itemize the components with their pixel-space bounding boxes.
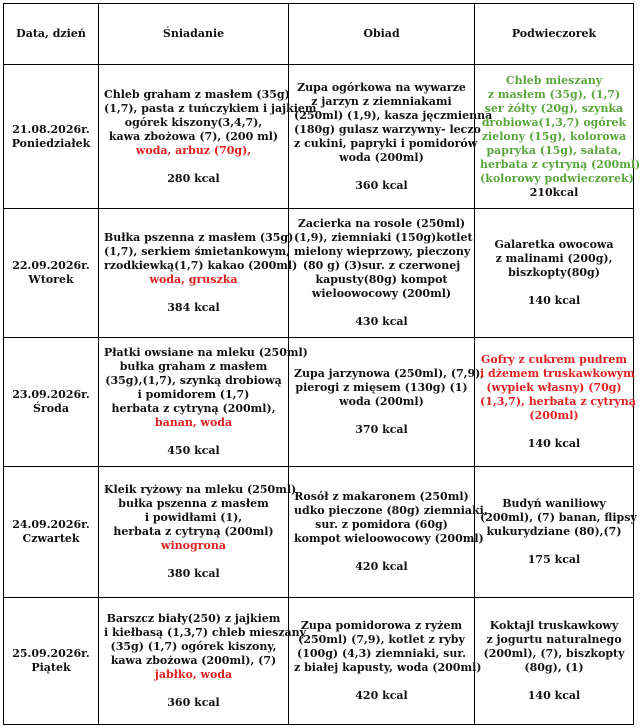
menu-line: Barszcz biały(250) z jajkiem (106, 612, 281, 625)
menu-line: (80 g) (3)sur. z czerwonej (302, 259, 461, 272)
menu-line: drobiowa(1,3,7) ogórek (481, 115, 627, 129)
menu-line: herbata z cytryną (200ml) (113, 525, 274, 538)
menu-line: herbata z cytryną (200ml), (111, 402, 276, 415)
menu-line: (250ml) (7,9), kotlet z ryby (298, 633, 465, 646)
menu-line: (180g) gulasz warzywny- leczo (294, 122, 481, 136)
fruit-drink-line: woda, arbuz (70g), (135, 143, 252, 157)
menu-line: kawa zbożowa (7), (200 ml) (108, 129, 279, 143)
menu-line: Kleik ryżowy na mleku (250ml) (104, 483, 297, 496)
kcal-value: 420 kcal (355, 560, 408, 573)
menu-line: (kolorowy podwieczorek) (480, 171, 634, 185)
menu-line: biszkopty(80g) (508, 266, 600, 279)
snack-cell (475, 209, 634, 338)
kcal-value: 175 kcal (527, 553, 581, 566)
menu-line: Rosół z makaronem (250ml) (294, 490, 469, 503)
menu-line: (1,7), serkiem śmietankowym, (104, 245, 290, 258)
header-row (4, 4, 634, 65)
menu-line: i kiełbasą (1,3,7) chleb mieszany (104, 626, 307, 639)
menu-line: Zacierka na rosole (250ml) (297, 217, 466, 230)
weekday: Poniedziałek (11, 136, 91, 150)
menu-line: herbata z cytryną (200ml) (480, 157, 640, 171)
menu-line: (200ml), (7), biszkopty (483, 647, 625, 660)
date: 22.09.2026r. (12, 259, 90, 272)
menu-line: (35g),(1,7), szynką drobiową (105, 374, 282, 387)
menu-line: pierogi z mięsem (130g) (1) (295, 381, 468, 394)
kcal-value: 450 kcal (167, 444, 220, 457)
menu-line: kukurydziane (80),(7) (486, 525, 622, 538)
snack-cell (475, 467, 637, 598)
menu-line: Galaretka owocowa (494, 238, 614, 251)
menu-line: (100g) (4,3) ziemniaki, sur. (297, 647, 466, 660)
table-row (4, 467, 634, 598)
menu-line: z jarzyn z ziemniakami (311, 94, 452, 108)
kcal-value: 140 kcal (527, 437, 581, 450)
menu-line: (1,7), pasta z tuńczykiem i jajkiem (104, 101, 317, 115)
menu-line: (35g) (1,7) ogórek kiszony, (110, 640, 277, 653)
weekday: Środa (33, 402, 69, 415)
weekday: Piątek (31, 661, 71, 674)
date: 21.08.2026r. (12, 122, 90, 136)
kcal-value: 140 kcal (527, 689, 581, 702)
menu-line: papryka (15g), sałata, (486, 143, 622, 157)
table-row (4, 338, 634, 467)
kcal-value: 280 kcal (167, 171, 220, 185)
header-breakfast: Śniadanie (99, 4, 289, 65)
kcal-value: 210kcal (529, 185, 579, 199)
menu-line: i dżemem truskawkowym (480, 367, 635, 380)
menu-line: bułka pszenna z masłem (118, 497, 269, 510)
breakfast-cell (99, 65, 317, 209)
kcal-value: 380 kcal (167, 567, 220, 580)
menu-line: mielony wieprzowy, pieczony (294, 245, 471, 258)
menu-line: Bułka pszenna z masłem (35g) (104, 231, 294, 244)
snack-cell (475, 338, 634, 467)
menu-line: (200ml) (529, 409, 579, 422)
table-row (4, 209, 634, 338)
kcal-value: 140 kcal (527, 294, 581, 307)
menu-line: (200ml), (7) banan, flipsy (480, 511, 637, 524)
date: 24.09.2026r. (12, 518, 90, 531)
date-cell (4, 467, 99, 598)
header-snack: Podwieczorek (475, 4, 634, 65)
menu-line: zielony (15g), kolorowa (481, 129, 627, 143)
menu-line: z masłem (35g), (1,7) (487, 87, 621, 101)
snack-cell (475, 65, 640, 209)
date-cell (4, 598, 99, 725)
menu-line: Zupa ogórkowa na wywarze (297, 80, 466, 94)
lunch-cell (289, 209, 475, 338)
lunch-cell (289, 598, 482, 725)
breakfast-cell (99, 209, 298, 338)
menu-line: Budyń waniliowy (502, 497, 606, 510)
kcal-value: 370 kcal (355, 423, 408, 436)
menu-line: (wypiek własny) (70g) (486, 381, 622, 394)
menu-line: udko pieczone (80g) ziemniaki, (294, 504, 488, 517)
menu-line: bułka graham z masłem (119, 360, 268, 373)
kcal-value: 360 kcal (167, 696, 220, 709)
kcal-value: 430 kcal (355, 315, 408, 328)
kcal-value: 360 kcal (355, 178, 408, 192)
kcal-value: 384 kcal (167, 301, 220, 314)
menu-line: (1,3,7), herbata z cytryną (480, 395, 636, 408)
snack-cell (475, 598, 634, 725)
lunch-cell (289, 65, 493, 209)
lunch-cell (289, 467, 488, 598)
menu-line: Płatki owsiane na mleku (250ml) (104, 346, 308, 359)
date-cell (4, 65, 99, 209)
breakfast-cell (99, 338, 308, 467)
menu-table (3, 3, 640, 725)
menu-line: z jogurtu naturalnego (486, 633, 622, 646)
menu-line: wieloowocowy (200ml) (311, 287, 452, 300)
fruit-drink-line: jabłko, woda (154, 668, 233, 681)
menu-line: z malinami (200g), (495, 252, 613, 265)
menu-line: Koktajl truskawkowy (489, 619, 619, 632)
menu-line: Gofry z cukrem pudrem (481, 353, 627, 366)
date-cell (4, 338, 99, 467)
menu-line: kawa zbożowa (200ml), (7) (110, 654, 277, 667)
fruit-drink-line: winogrona (161, 539, 226, 552)
menu-line: (250ml) (1,9), kasza jęczmienna (294, 108, 493, 122)
breakfast-cell (99, 598, 307, 725)
menu-line: Chleb graham z masłem (35g) (104, 87, 290, 101)
breakfast-cell (99, 467, 297, 598)
menu-line: ogórek kiszony(3,4,7), (124, 115, 263, 129)
menu-line: (1,9), ziemniaki (150g)kotlet (294, 231, 473, 244)
menu-line: z białej kapusty, woda (200ml) (294, 661, 482, 674)
menu-line: woda (200ml) (339, 395, 424, 408)
date-cell (4, 209, 99, 338)
weekday: Wtorek (28, 273, 74, 286)
menu-line: z cukini, papryki i pomidorów (294, 136, 478, 150)
menu-line: Zupa jarzynowa (250ml), (7,9), (294, 367, 485, 380)
table-row (4, 65, 634, 209)
menu-line: sur. z pomidora (60g) (315, 518, 448, 531)
menu-line: ser żółty (20g), szynka (484, 101, 624, 115)
header-lunch: Obiad (289, 4, 475, 65)
menu-line: kapusty(80g) kompot (315, 273, 448, 286)
menu-line: i pomidorem (1,7) (137, 388, 250, 401)
fruit-drink-line: woda, gruszka (149, 273, 238, 286)
date: 25.09.2026r. (12, 647, 90, 660)
lunch-cell (289, 338, 485, 467)
kcal-value: 420 kcal (355, 689, 408, 702)
header-date: Data, dzień (4, 4, 99, 65)
fruit-drink-line: banan, woda (154, 416, 233, 429)
menu-line: i powidłami (1), (144, 511, 243, 524)
menu-line: (80g), (1) (524, 661, 584, 674)
menu-line: Chleb mieszany (505, 73, 603, 87)
menu-line: Zupa pomidorowa z ryżem (300, 619, 463, 632)
table-row (4, 598, 634, 725)
date: 23.09.2026r. (12, 388, 90, 401)
menu-line: kompot wieloowocowy (200ml) (294, 532, 484, 545)
menu-line: rzodkiewką(1,7) kakao (200ml) (104, 259, 298, 272)
weekday: Czwartek (22, 532, 80, 545)
menu-line: woda (200ml) (339, 150, 424, 164)
